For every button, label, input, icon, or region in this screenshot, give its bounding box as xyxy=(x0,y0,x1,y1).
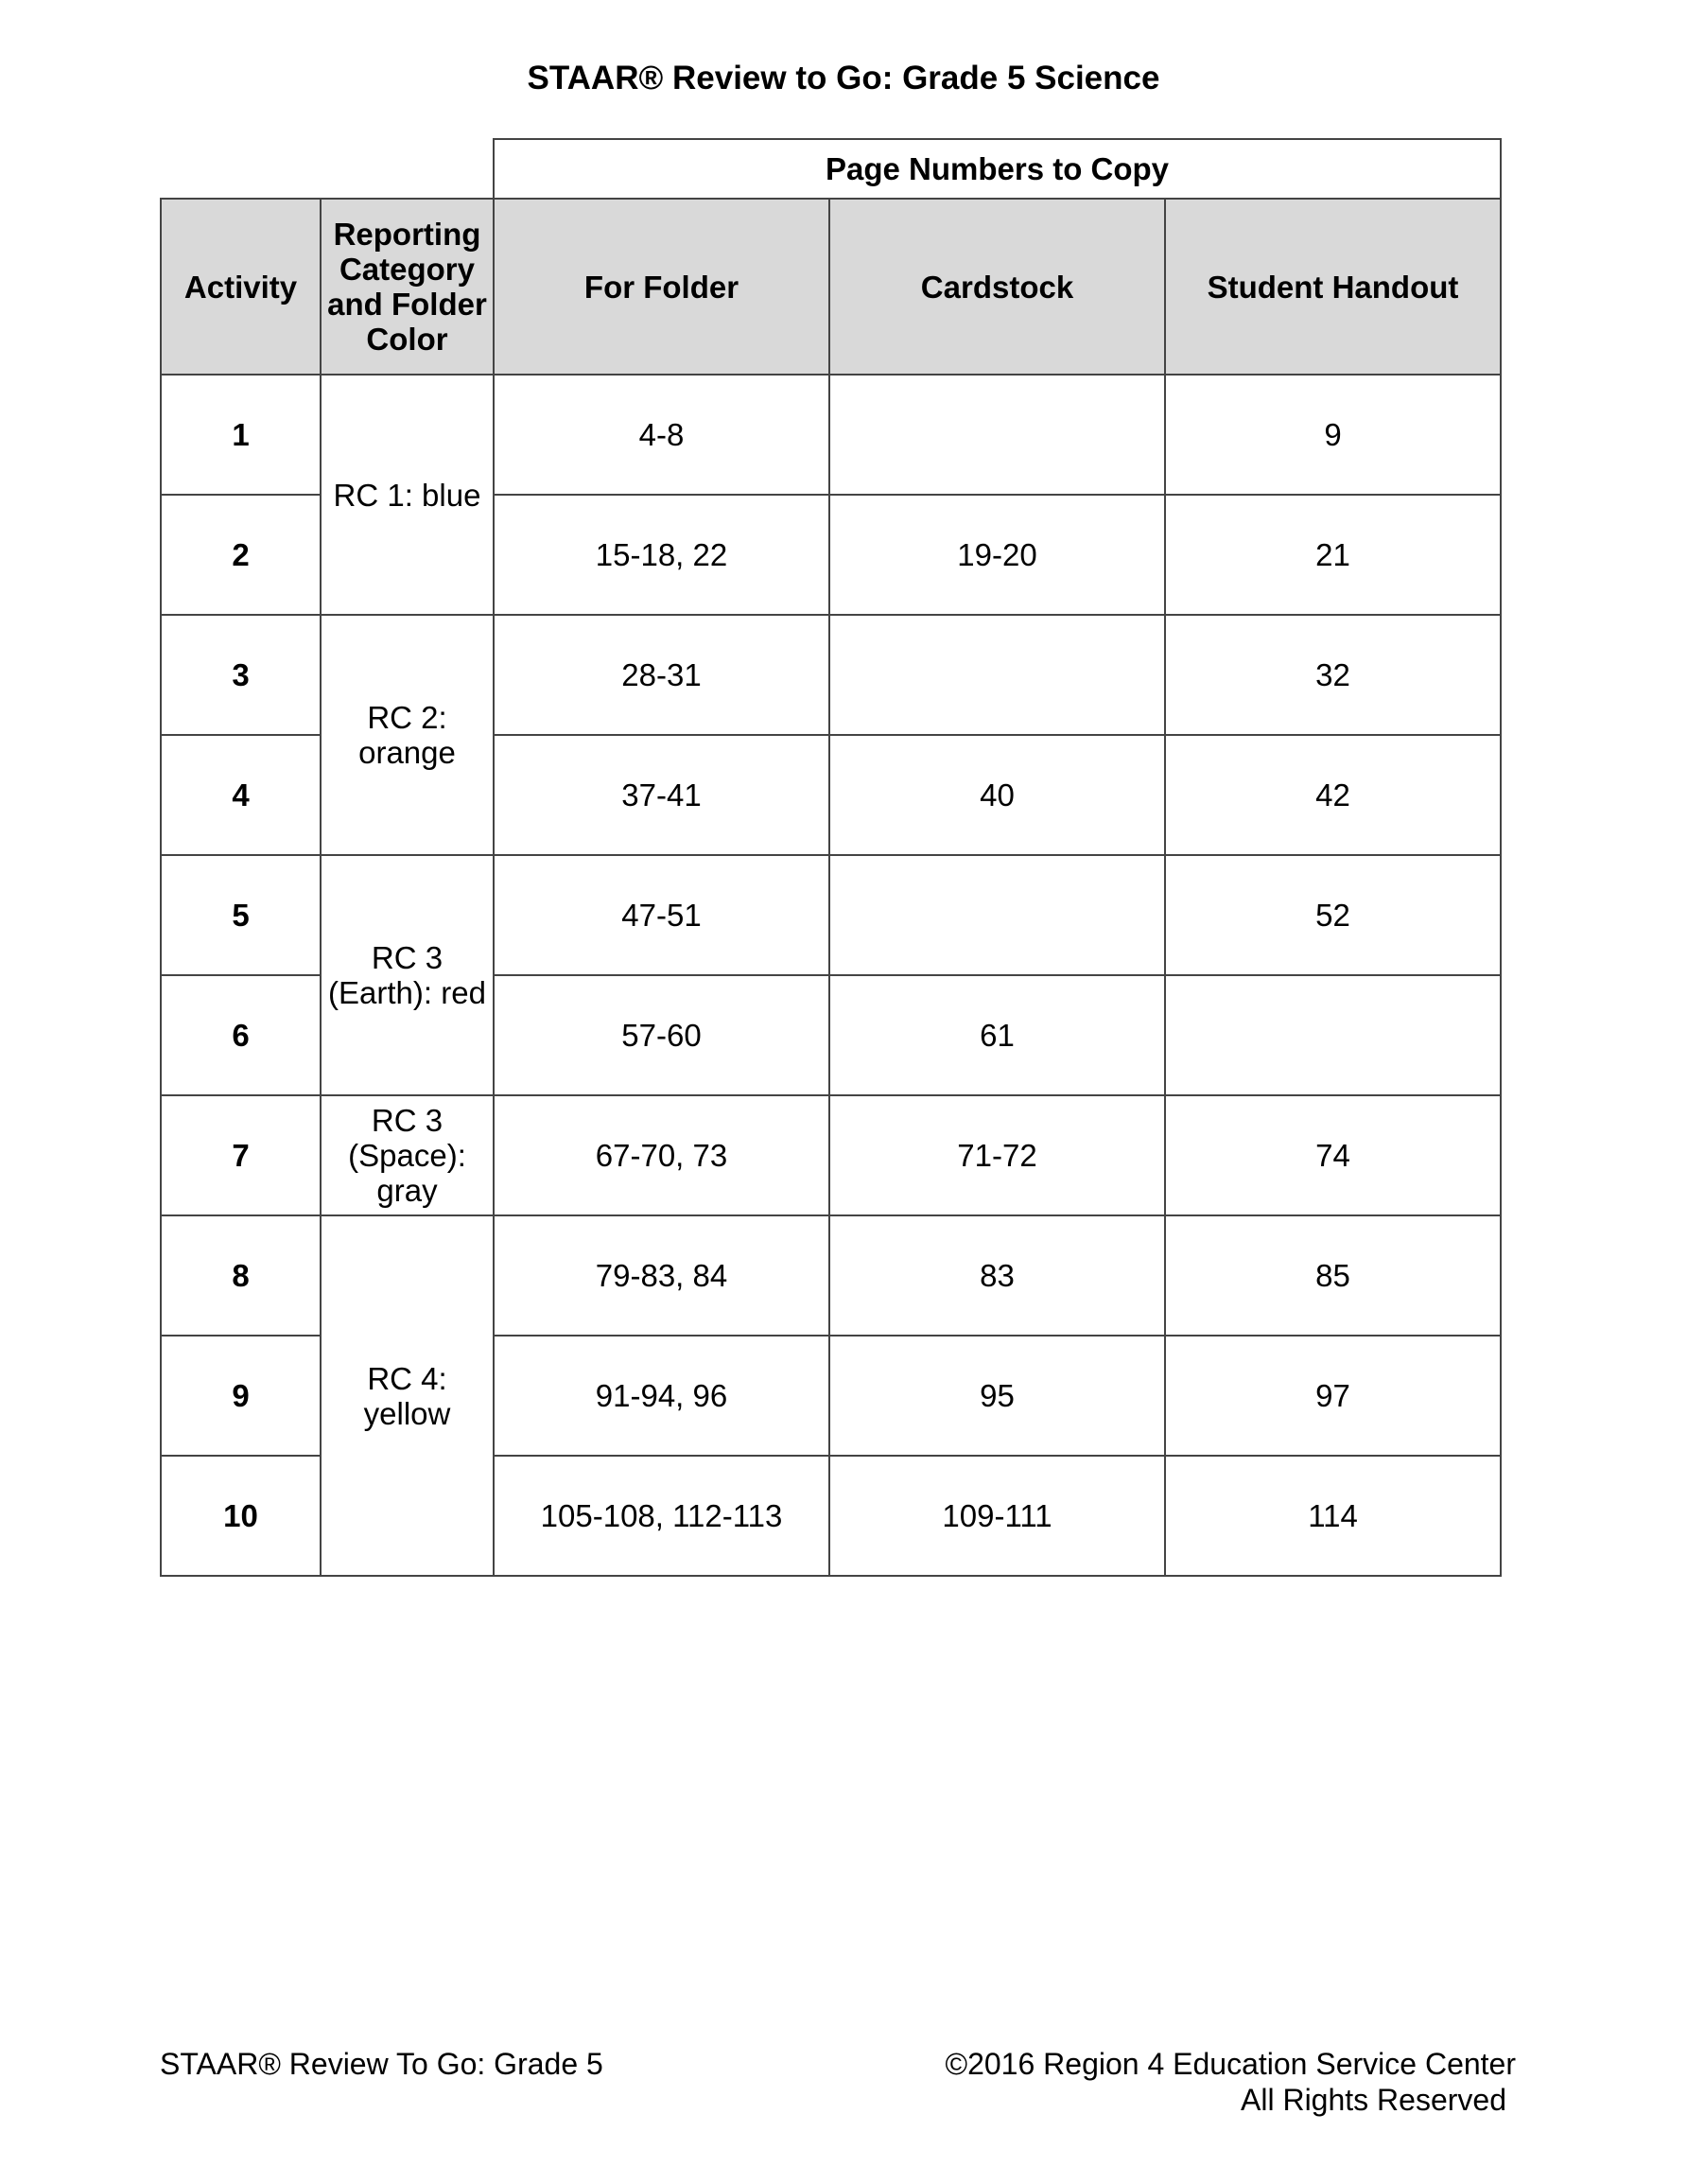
table-header-row xyxy=(161,199,1501,375)
student-handout-cell: 74 xyxy=(1165,1095,1501,1215)
student-handout-cell: 42 xyxy=(1165,735,1501,855)
reporting-category-cell: RC 2: orange xyxy=(321,615,494,855)
table-row xyxy=(161,615,1501,735)
cardstock-cell xyxy=(829,855,1165,975)
cardstock-cell: 19-20 xyxy=(829,495,1165,615)
activity-number: 2 xyxy=(161,495,321,615)
cardstock-cell: 40 xyxy=(829,735,1165,855)
activity-column-header: Activity xyxy=(161,199,321,375)
page-numbers-group-header: Page Numbers to Copy xyxy=(494,139,1501,199)
student-handout-cell: 52 xyxy=(1165,855,1501,975)
activity-number: 9 xyxy=(161,1336,321,1456)
table-row xyxy=(161,1095,1501,1215)
table-row xyxy=(161,1215,1501,1336)
activity-number: 10 xyxy=(161,1456,321,1576)
page-numbers-table xyxy=(160,138,1502,1577)
cardstock-column-header: Cardstock xyxy=(829,199,1165,375)
for-folder-column-header: For Folder xyxy=(494,199,829,375)
copyright-line: ©2016 Region 4 Education Service Center xyxy=(945,2047,1516,2081)
student-handout-cell: 114 xyxy=(1165,1456,1501,1576)
for-folder-cell: 37-41 xyxy=(494,735,829,855)
activity-number: 1 xyxy=(161,375,321,495)
for-folder-cell: 79-83, 84 xyxy=(494,1215,829,1336)
footer-right xyxy=(946,2046,1517,2118)
student-handout-cell: 9 xyxy=(1165,375,1501,495)
cardstock-cell xyxy=(829,615,1165,735)
for-folder-cell: 91-94, 96 xyxy=(494,1336,829,1456)
reporting-category-cell: RC 3 (Space): gray xyxy=(321,1095,494,1215)
cardstock-cell: 71-72 xyxy=(829,1095,1165,1215)
table-group-header-row xyxy=(161,139,1501,199)
student-handout-cell: 32 xyxy=(1165,615,1501,735)
reporting-category-cell: RC 3 (Earth): red xyxy=(321,855,494,1095)
table-corner-blank xyxy=(161,139,494,199)
reporting-category-cell: RC 1: blue xyxy=(321,375,494,615)
table-row xyxy=(161,855,1501,975)
for-folder-cell: 67-70, 73 xyxy=(494,1095,829,1215)
activity-number: 7 xyxy=(161,1095,321,1215)
student-handout-column-header: Student Handout xyxy=(1165,199,1501,375)
cardstock-cell xyxy=(829,375,1165,495)
footer-left: STAAR® Review To Go: Grade 5 xyxy=(160,2047,603,2081)
cardstock-cell: 83 xyxy=(829,1215,1165,1336)
student-handout-cell: 21 xyxy=(1165,495,1501,615)
page-title: STAAR® Review to Go: Grade 5 Science xyxy=(527,60,1160,96)
for-folder-cell: 57-60 xyxy=(494,975,829,1095)
student-handout-cell: 85 xyxy=(1165,1215,1501,1336)
activity-number: 8 xyxy=(161,1215,321,1336)
table-row xyxy=(161,375,1501,495)
rights-reserved-line: All Rights Reserved xyxy=(1241,2083,1506,2117)
for-folder-cell: 47-51 xyxy=(494,855,829,975)
activity-number: 4 xyxy=(161,735,321,855)
reporting-category-column-header: Reporting Category and Folder Color xyxy=(321,199,494,375)
student-handout-cell xyxy=(1165,975,1501,1095)
for-folder-cell: 15-18, 22 xyxy=(494,495,829,615)
activity-number: 3 xyxy=(161,615,321,735)
cardstock-cell: 61 xyxy=(829,975,1165,1095)
for-folder-cell: 4-8 xyxy=(494,375,829,495)
for-folder-cell: 105-108, 112-113 xyxy=(494,1456,829,1576)
activity-number: 6 xyxy=(161,975,321,1095)
cardstock-cell: 95 xyxy=(829,1336,1165,1456)
reporting-category-cell: RC 4: yellow xyxy=(321,1215,494,1576)
student-handout-cell: 97 xyxy=(1165,1336,1501,1456)
activity-number: 5 xyxy=(161,855,321,975)
cardstock-cell: 109-111 xyxy=(829,1456,1165,1576)
for-folder-cell: 28-31 xyxy=(494,615,829,735)
